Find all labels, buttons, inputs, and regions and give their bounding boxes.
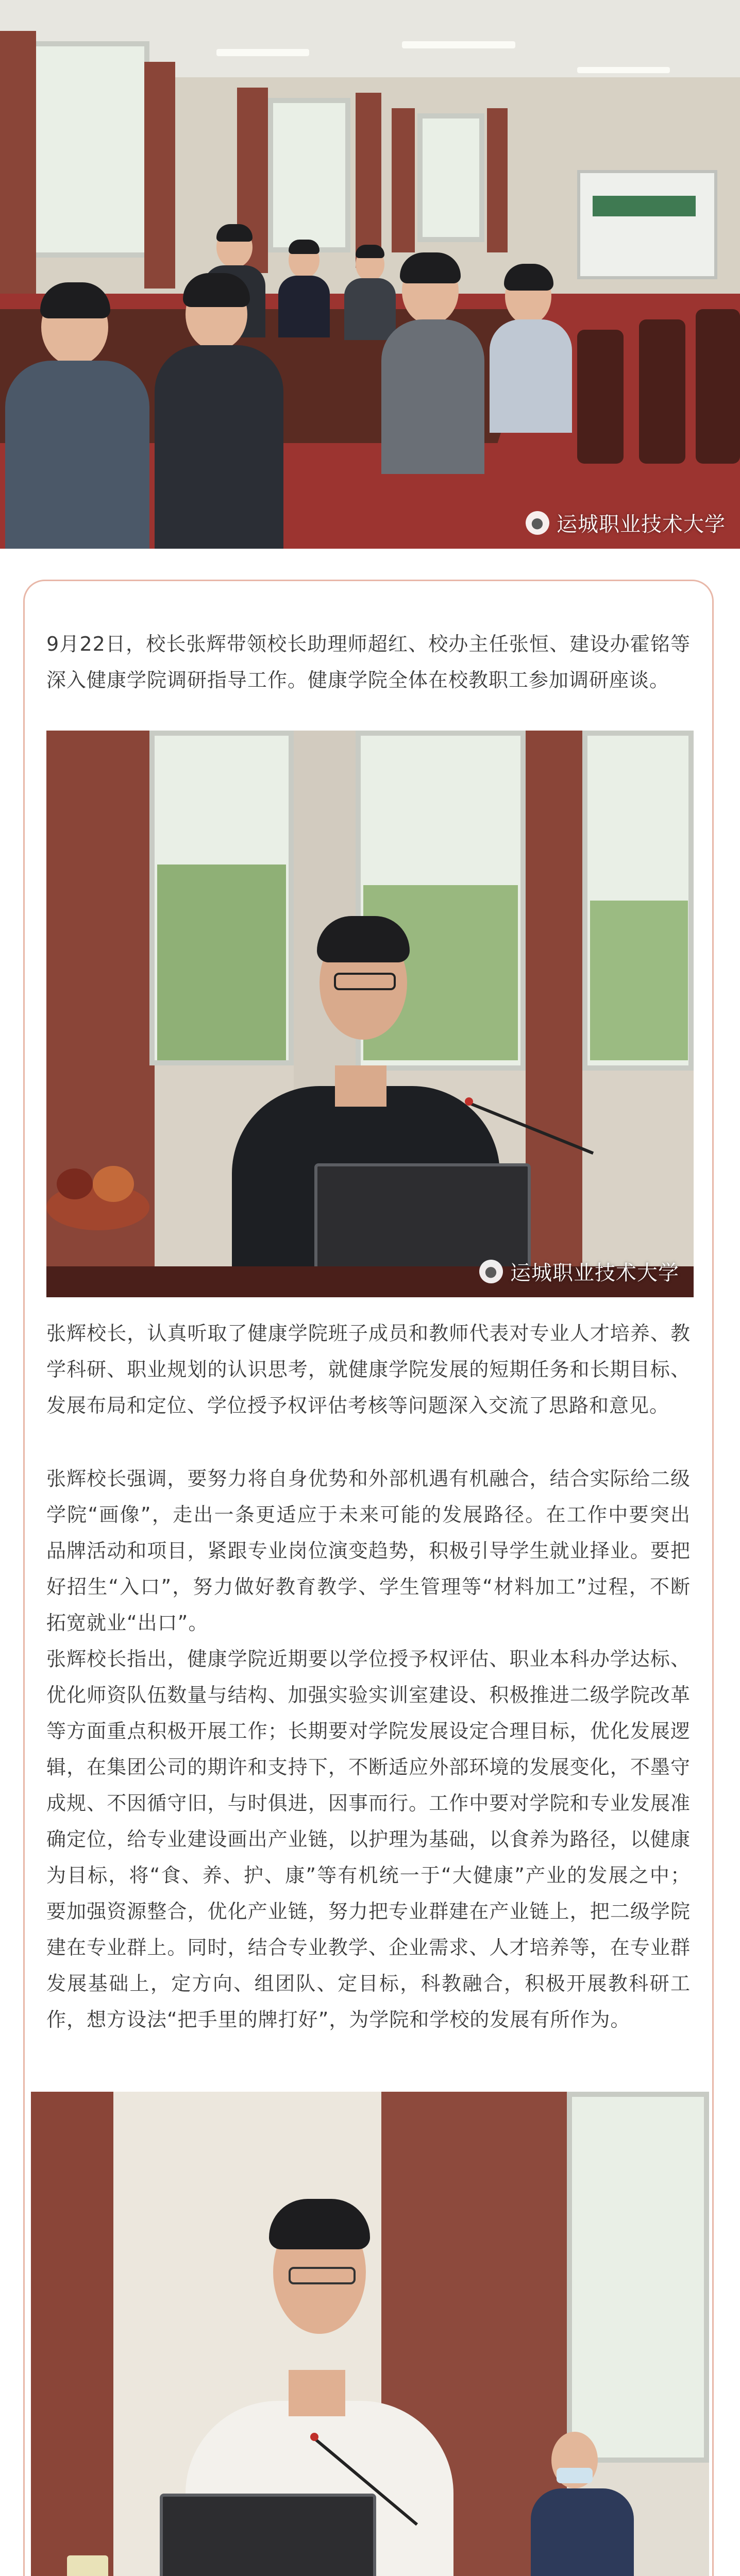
wechat-logo-icon: ● (526, 511, 549, 535)
watermark (479, 1257, 679, 1286)
watermark-label: 运城职业技术大学 (557, 513, 726, 536)
photo-meeting-room (0, 0, 740, 549)
watermark (526, 508, 726, 537)
paragraph-intro: 9月22日，校长张辉带领校长助理师超红、校办主任张恒、建设办霍铭等深入健康学院调研指导工作。健康学院全体在校教职工参加调研座谈。 (46, 633, 691, 691)
photo-assistant-speaking (31, 2092, 709, 2576)
paragraph-emphasis: 张辉校长强调，要努力将自身优势和外部机遇有机融合，结合实际给二级学院“画像”，走出一条更适应于未来可能的发展路径。在工作中要突出品牌活动和项目，紧跟专业岗位演变趋势，积极引导学生就业择业。要把好招生“入口”，努力做好教育教学、学生管理等“材料加工”过程，不断拓宽就业“出口”。 (46, 1467, 691, 1634)
wechat-logo-icon: ● (479, 1260, 503, 1283)
paragraph-listen: 张辉校长，认真听取了健康学院班子成员和教师代表对专业人才培养、教学科研、职业规划的认识思考，就健康学院发展的短期任务和长期目标、发展布局和定位、学位授予权评估考核等问题深入交流了思路和意见。 (46, 1322, 691, 1417)
watermark-label: 运城职业技术大学 (510, 1261, 679, 1285)
paragraph-points: 张辉校长指出，健康学院近期要以学位授予权评估、职业本科办学达标、优化师资队伍数量与结构、加强实验实训室建设、积极推进二级学院改革等方面重点积极开展工作；长期要对学院发展设定合理目标，优化发展逻辑，在集团公司的期许和支持下，不断适应外部环境的发展变化，不墨守成规、不因循守旧，与时俱进，因事而行。工作中要对学院和专业发展准确定位，给专业建设画出产业链，以护理为基础，以食养为路径，以健康为目标，将“食、养、护、康”等有机统一于“大健康”产业的发展之中；要加强资源整合，优化产业链，努力把专业群建在产业链上，把二级学院建在专业群上。同时，结合专业教学、企业需求、人才培养等，在专业群发展基础上，定方向、组团队、定目标，科教融合，积极开展教科研工作，想方设法“把手里的牌打好”，为学院和学校的发展有所作为。 (46, 1648, 691, 2031)
photo-principal-speaking (46, 731, 694, 1297)
